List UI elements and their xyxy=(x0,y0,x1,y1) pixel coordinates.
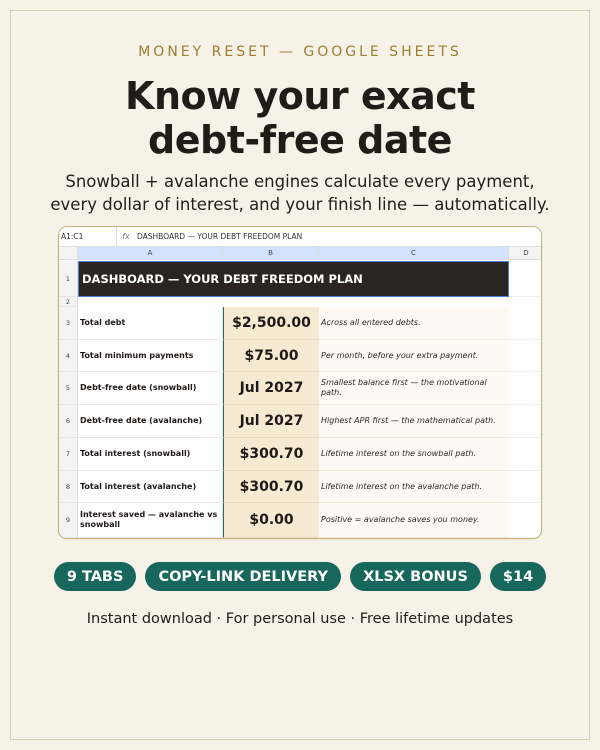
metric-label-cell[interactable]: Debt-free date (snowball) xyxy=(78,372,223,405)
metric-value-cell[interactable]: Jul 2027 xyxy=(223,405,319,438)
feature-badges xyxy=(0,562,600,591)
metric-label-cell[interactable]: Total interest (avalanche) xyxy=(78,471,223,503)
cell-reference[interactable]: A1:C1 xyxy=(59,227,117,246)
empty-cell[interactable] xyxy=(509,405,542,438)
metric-label-cell[interactable]: Total debt xyxy=(78,307,223,340)
formula-input[interactable]: DASHBOARD — YOUR DEBT FREEDOM PLAN xyxy=(137,232,303,241)
headline-line-2: debt-free date xyxy=(148,118,452,162)
metric-note-cell[interactable]: Positive = avalanche saves you money. xyxy=(319,503,509,538)
column-header-a[interactable]: A xyxy=(78,247,223,260)
row-header[interactable]: 5 xyxy=(59,372,78,405)
empty-cell[interactable] xyxy=(509,471,542,503)
function-icon: fx xyxy=(122,232,130,241)
kicker-label: MONEY RESET — GOOGLE SHEETS xyxy=(138,44,462,60)
row-header[interactable]: 3 xyxy=(59,307,78,340)
row-header[interactable]: 8 xyxy=(59,471,78,503)
empty-cell[interactable] xyxy=(509,503,542,538)
column-header-b[interactable]: B xyxy=(223,247,319,260)
cell-d1[interactable] xyxy=(509,261,542,297)
empty-cell[interactable] xyxy=(509,372,542,405)
metric-value-cell[interactable]: $0.00 xyxy=(223,503,319,538)
metric-note-cell[interactable]: Highest APR first — the mathematical path. xyxy=(319,405,509,438)
dashboard-title-cell[interactable]: DASHBOARD — YOUR DEBT FREEDOM PLAN xyxy=(78,261,509,297)
empty-cell[interactable] xyxy=(509,307,542,340)
badge-price: $14 xyxy=(490,562,546,591)
headline xyxy=(0,74,600,162)
metric-value-cell[interactable]: $75.00 xyxy=(223,340,319,372)
row-header[interactable]: 4 xyxy=(59,340,78,372)
metric-note-cell[interactable]: Per month, before your extra payment. xyxy=(319,340,509,372)
badge-xlsx: XLSX BONUS xyxy=(350,562,481,591)
row-header-2[interactable]: 2 xyxy=(59,297,78,307)
metric-value-cell[interactable]: $300.70 xyxy=(223,438,319,471)
row-header-1[interactable]: 1 xyxy=(59,261,78,297)
subheadline-line-2: every dollar of interest, and your finish line — automatically. xyxy=(50,195,550,214)
badge-delivery: COPY-LINK DELIVERY xyxy=(145,562,341,591)
spreadsheet-preview xyxy=(58,226,542,539)
metric-value-cell[interactable]: $300.70 xyxy=(223,471,319,503)
select-all-corner[interactable] xyxy=(59,247,78,260)
metric-value-cell[interactable]: $2,500.00 xyxy=(223,307,319,340)
empty-cell[interactable] xyxy=(509,438,542,471)
headline-line-1: Know your exact xyxy=(125,74,475,118)
subheadline-line-1: Snowball + avalanche engines calculate every payment, xyxy=(65,172,535,191)
metric-label-cell[interactable]: Debt-free date (avalanche) xyxy=(78,405,223,438)
empty-cell[interactable] xyxy=(509,340,542,372)
metric-note-cell[interactable]: Smallest balance first — the motivational path. xyxy=(319,372,509,405)
metric-value-cell[interactable]: Jul 2027 xyxy=(223,372,319,405)
metric-label-cell[interactable]: Total minimum payments xyxy=(78,340,223,372)
column-header-c[interactable]: C xyxy=(319,247,509,260)
formula-bar xyxy=(59,227,542,247)
footer-note: Instant download · For personal use · Free lifetime updates xyxy=(86,611,514,627)
metric-label-cell[interactable]: Total interest (snowball) xyxy=(78,438,223,471)
subheadline xyxy=(0,170,600,216)
metric-label-cell[interactable]: Interest saved — avalanche vs snowball xyxy=(78,503,223,538)
metric-note-cell[interactable]: Across all entered debts. xyxy=(319,307,509,340)
row-header[interactable]: 7 xyxy=(59,438,78,471)
badge-tabs: 9 TABS xyxy=(54,562,137,591)
column-header-d[interactable]: D xyxy=(509,247,542,260)
metric-note-cell[interactable]: Lifetime interest on the snowball path. xyxy=(319,438,509,471)
metric-note-cell[interactable]: Lifetime interest on the avalanche path. xyxy=(319,471,509,503)
row-header[interactable]: 9 xyxy=(59,503,78,538)
row-header[interactable]: 6 xyxy=(59,405,78,438)
